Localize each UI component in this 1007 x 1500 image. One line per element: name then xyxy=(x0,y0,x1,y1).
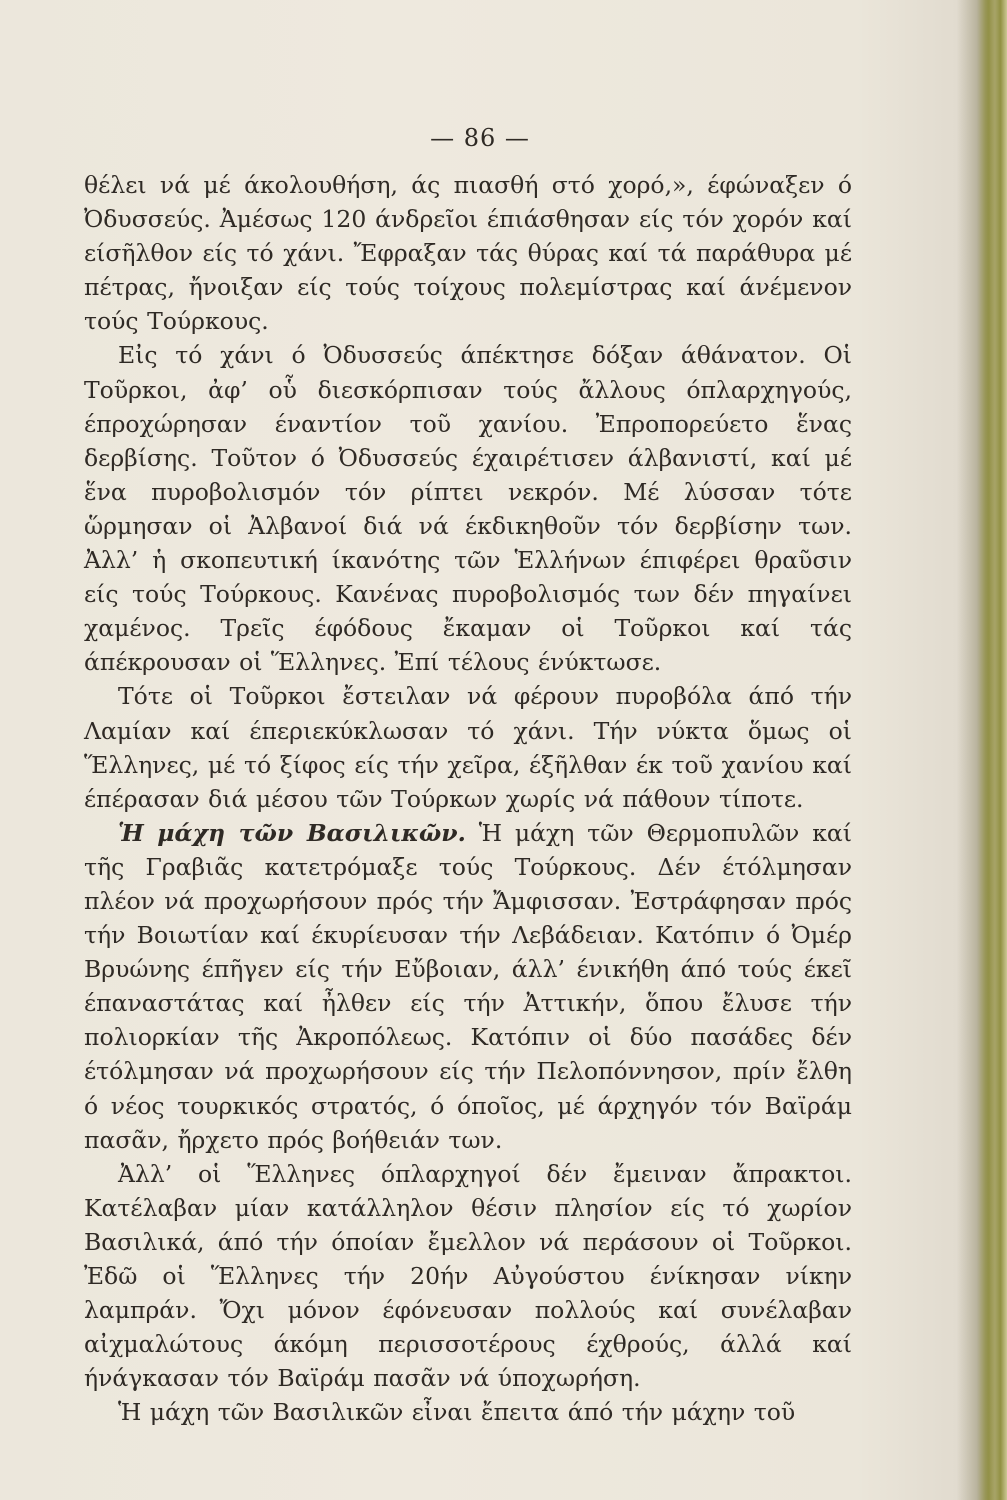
paragraph-1: θέλει νά μέ άκολουθήση, άς πιασθή στό χορό,», έφώναξεν ό Ὀδυσσεύς. Ἀμέσως 120 άνδρεῖοι έπιάσθησαν είς τόν χορόν καί είσῆλθον είς τό χάνι. Ἔφραξαν τάς θύρας καί τά παράθυρα μέ πέτρας, ἤνοιξαν είς τούς τοίχους πολεμίστρας καί άνέμενον τούς Τούρκους. xyxy=(84,171,852,336)
paragraph-5: Ἀλλ’ οἱ Ἕλληνες όπλαρχηγοί δέν ἔμειναν ἄπρακτοι. Κατέλαβαν μίαν κατάλληλον θέσιν πλησίον είς τό χωρίον Βασιλικά, άπό τήν όποίαν ἔμελλον νά περάσουν οἱ Τοῦρκοι. Ἐδῶ οἱ Ἕλληνες τήν 20ήν Αὐγούστου ένίκησαν νίκην λαμπράν. Ὄχι μόνον έφόνευσαν πολλούς καί συνέλαβαν αἰχμαλώτους άκόμη περισσοτέρους έχθρούς, άλλά καί ήνάγκασαν τόν Βαϊράμ πασᾶν νά ύποχωρήση. xyxy=(84,1159,852,1393)
section-heading: Ἡ μάχη τῶν Βασιλικῶν. xyxy=(118,818,466,847)
paragraph-4-text: Ἡ μάχη τῶν Θερμοπυλῶν καί τῆς Γραβιᾶς κατετρόμαξε τούς Τούρκους. Δέν έτόλμησαν πλέον νά προχωρήσουν πρός τήν Ἄμφισσαν. Ἐστράφησαν πρός τήν Βοιωτίαν καί έκυρίευσαν τήν Λεβάδειαν. Κατόπιν ό Ὀμέρ Βρυώνης έπῆγεν είς τήν Εὔβοιαν, άλλ’ ένικήθη άπό τούς έκεῖ έπαναστάτας καί ἦλθεν είς τήν Ἀττικήν, ὅπου ἔλυσε τήν πολιορκίαν τῆς Ἀκροπόλεως. Κατόπιν οἱ δύο πασάδες δέν έτόλμησαν νά προχωρήσουν είς τήν Πελοπόννησον, πρίν ἔλθη ό νέος τουρκικός στρατός, ό όποῖος, μέ άρχηγόν τόν Βαϊράμ πασᾶν, ἤρχετο πρός βοήθειάν των. xyxy=(84,818,852,1154)
paragraph-6: Ἡ μάχη τῶν Βασιλικῶν εἶναι ἔπειτα άπό τήν μάχην τοῦ xyxy=(118,1398,796,1427)
page-edge-shadow xyxy=(985,0,1007,1500)
paragraph-2: Εἰς τό χάνι ό Ὀδυσσεύς άπέκτησε δόξαν άθάνατον. Οἱ Τοῦρκοι, ἀφ’ οὗ διεσκόρπισαν τούς ἄλλους όπλαρχηγούς, έπροχώρησαν έναντίον τοῦ χανίου. Ἐπροπορεύετο ἕνας δερβίσης. Τοῦτον ό Ὀδυσσεύς έχαιρέτισεν άλβανιστί, καί μέ ἕνα πυροβολισμόν τόν ρίπτει νεκρόν. Μέ λύσσαν τότε ὥρμησαν οἱ Ἀλβανοί διά νά έκδικηθοῦν τόν δερβίσην των. Ἀλλ’ ἡ σκοπευτική ίκανότης τῶν Ἑλλήνων έπιφέρει θραῦσιν είς τούς Τούρκους. Κανένας πυροβολισμός των δέν πηγαίνει χαμένος. Τρεῖς έφόδους ἔκαμαν οἱ Τοῦρκοι καί τάς άπέκρουσαν οἱ Ἕλληνες. Ἐπί τέλους ένύκτωσε. xyxy=(84,341,852,677)
paragraph-3: Τότε οἱ Τοῦρκοι ἔστειλαν νά φέρουν πυροβόλα άπό τήν Λαμίαν καί έπεριεκύκλωσαν τό χάνι. Τήν νύκτα ὅμως οἱ Ἕλληνες, μέ τό ξίφος είς τήν χεῖρα, έξῆλθαν έκ τοῦ χανίου καί έπέρασαν διά μέσου τῶν Τούρκων χωρίς νά πάθουν τίποτε. xyxy=(84,682,852,813)
page-number: — 86 — xyxy=(430,124,530,152)
paragraph-4 xyxy=(84,816,852,1157)
body-text xyxy=(84,168,852,1429)
